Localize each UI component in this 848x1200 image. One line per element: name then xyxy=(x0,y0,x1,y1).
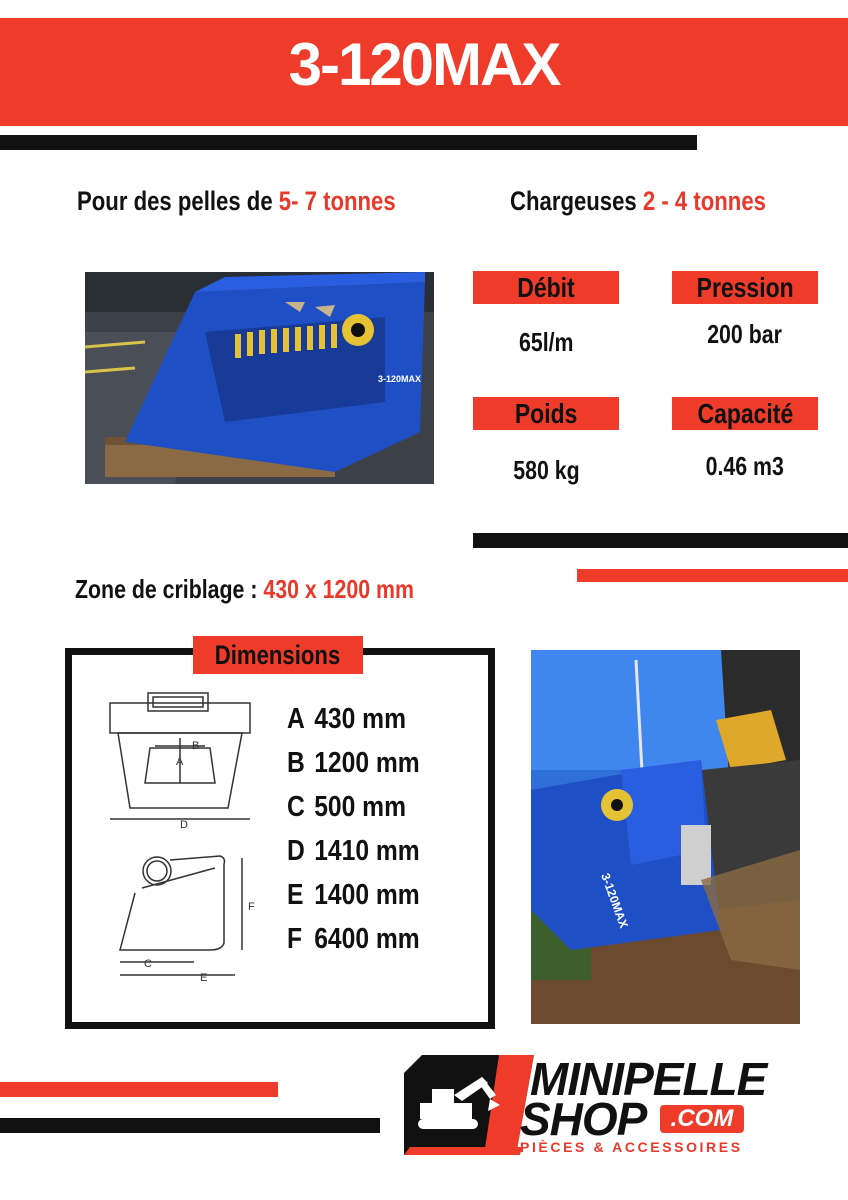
brand-tagline: PIÈCES & ACCESSOIRES xyxy=(520,1139,743,1155)
diagram-label-b: B xyxy=(192,740,200,752)
spec-label-capacite: Capacité xyxy=(672,397,818,430)
screening-zone-value: 430 x 1200 mm xyxy=(263,574,414,604)
divider-bar xyxy=(0,1118,380,1133)
divider-bar xyxy=(0,135,697,150)
dimension-row-f: F 6400 mm xyxy=(287,923,420,955)
loader-range xyxy=(510,186,766,217)
divider-bar xyxy=(0,1082,278,1097)
diagram-label-a: A xyxy=(176,756,184,768)
bucket-marking: 3-120MAX xyxy=(378,374,422,384)
in-use-photo xyxy=(531,650,800,1024)
dimension-row-a: A 430 mm xyxy=(287,703,407,735)
spec-value-pression: 200 bar xyxy=(707,319,783,349)
loader-value: 2 - 4 tonnes xyxy=(642,186,766,216)
brand-name-line2: SHOP xyxy=(520,1093,647,1145)
dimensions-title: Dimensions xyxy=(193,636,363,674)
dimension-row-c: C 500 mm xyxy=(287,791,407,823)
excavator-range xyxy=(77,186,396,217)
spec-label-debit: Débit xyxy=(473,271,619,304)
diagram-label-f: F xyxy=(248,901,255,913)
excavator-label: Pour des pelles de xyxy=(77,186,273,216)
product-title: 3-120MAX xyxy=(288,31,560,98)
brand-domain: .COM xyxy=(660,1105,744,1133)
dimension-row-e: E 1400 mm xyxy=(287,879,420,911)
excavator-value: 5- 7 tonnes xyxy=(278,186,396,216)
bucket-marking: 3-120MAX xyxy=(598,871,631,930)
spec-label-poids: Poids xyxy=(473,397,619,430)
spec-label-pression: Pression xyxy=(672,271,818,304)
brand-name-line1: MINIPELLE xyxy=(530,1053,767,1105)
screening-zone xyxy=(75,574,414,605)
brand-logo-icon xyxy=(404,1055,534,1155)
dimension-row-d: D 1410 mm xyxy=(287,835,420,867)
spec-value-capacite: 0.46 m3 xyxy=(705,451,785,481)
diagram-label-c: C xyxy=(144,958,152,970)
dimension-diagram xyxy=(100,688,270,988)
spec-value-debit: 65l/m xyxy=(518,327,574,357)
divider-bar xyxy=(577,569,848,582)
screening-zone-label: Zone de criblage : xyxy=(75,574,258,604)
divider-bar xyxy=(473,533,848,548)
spec-value-poids: 580 kg xyxy=(512,455,580,485)
diagram-label-d: D xyxy=(180,819,188,831)
diagram-label-e: E xyxy=(200,972,208,984)
dimension-row-b: B 1200 mm xyxy=(287,747,420,779)
loader-label: Chargeuses xyxy=(510,186,637,216)
product-photo xyxy=(85,272,434,484)
